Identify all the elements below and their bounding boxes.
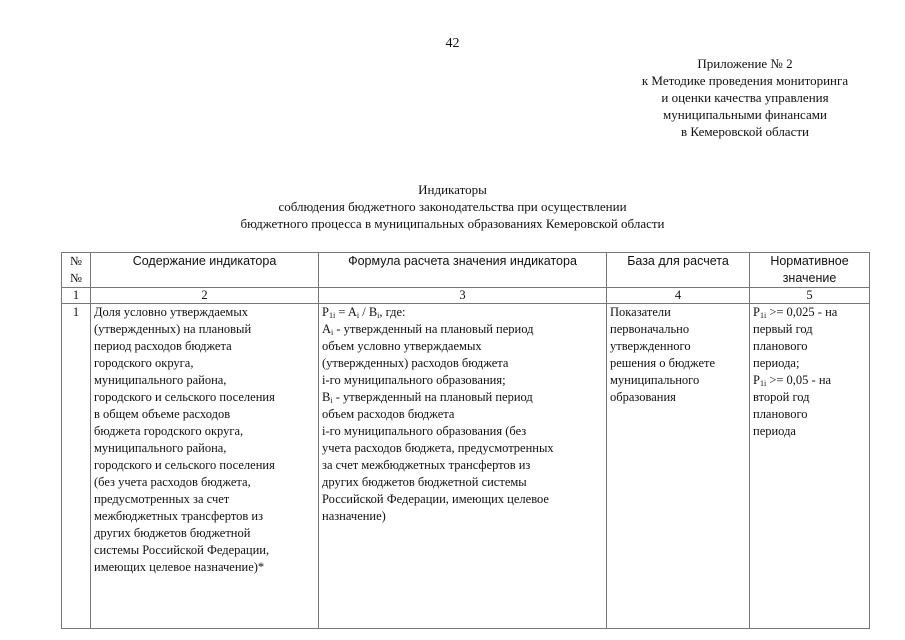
- page-number: 42: [445, 36, 460, 51]
- appendix-line: муниципальными финансами: [663, 107, 827, 122]
- table-header-row: [62, 253, 870, 288]
- header-content: Содержание индикатора: [91, 253, 319, 288]
- indicator-content: Доля условно утверждаемых (утвержденных) на плановый период расходов бюджета городского округа, муниципального района, городского и сельского поселения в общем объеме расходов бюджета городского округа, муниципального района, городского и сельского поселения (без учета расходов бюджета, предусмотренных за счет межбюджетных трансфертов из других бюджетов бюджетной системы Российской Федерации, имеющих целевое назначение)*: [91, 304, 319, 629]
- appendix-header: [620, 55, 870, 140]
- column-number-row: [62, 288, 870, 304]
- title-line: бюджетного процесса в муниципальных образованиях Кемеровской области: [240, 216, 665, 231]
- calculation-base: Показатели первоначально утвержденного решения о бюджете муниципального образования: [607, 304, 750, 629]
- row-number: 1: [62, 304, 91, 629]
- appendix-line: и оценки качества управления: [661, 90, 829, 105]
- header-norm: Нормативное значение: [750, 253, 870, 288]
- table-row: [62, 304, 870, 629]
- title-line: Индикаторы: [418, 182, 487, 197]
- header-number: № №: [62, 253, 91, 288]
- column-number: 2: [91, 288, 319, 304]
- appendix-line: к Методике проведения мониторинга: [641, 73, 849, 88]
- indicator-formula: $P_{1i} = A_i / B_i$, где: $A_i$ - утвержденный на плановый период объем условно утверждаемых (утвержденных) расходов бюджета i-го муниципального образования; $B_i$ - утвержденный на плановый период объем расходов бюджета i-го муниципального образования (без учета расходов бюджета, предусмотренных за счет межбюджетных трансфертов из других бюджетов бюджетной системы Российской Федерации, имеющих целевое назначение): [319, 304, 607, 629]
- appendix-line: в Кемеровской области: [681, 124, 809, 139]
- formula-line: $P_{1i} = A_i / B_i$, где:: [322, 305, 406, 320]
- column-number: 3: [319, 288, 607, 304]
- header-base: База для расчета: [607, 253, 750, 288]
- normative-value: $P_{1i} >= 0,025$ - на первый год планового периода; $P_{1i} >= 0,05$ - на второй год планового периода: [750, 304, 870, 629]
- column-number: 4: [607, 288, 750, 304]
- column-number: 5: [750, 288, 870, 304]
- indicators-table: [61, 252, 870, 629]
- column-number: 1: [62, 288, 91, 304]
- header-formula: Формула расчета значения индикатора: [319, 253, 607, 288]
- title-line: соблюдения бюджетного законодательства при осуществлении: [278, 199, 627, 214]
- document-title: [0, 181, 905, 232]
- appendix-line: Приложение № 2: [697, 56, 793, 71]
